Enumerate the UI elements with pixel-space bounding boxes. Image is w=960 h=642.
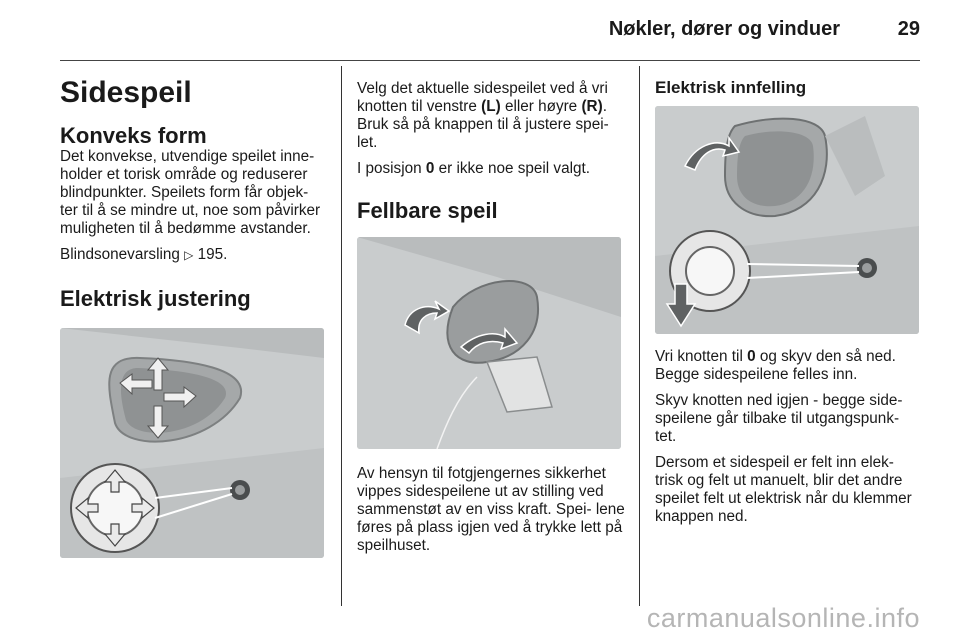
p2-text-a: I posisjon xyxy=(357,160,422,177)
select-mirror-paragraph xyxy=(357,80,625,152)
column-2 xyxy=(357,66,625,555)
position-zero-paragraph xyxy=(357,160,625,178)
blind-spot-ref-page: 195. xyxy=(197,246,228,264)
column-divider-2 xyxy=(639,66,640,606)
c3-position-zero-label: 0 xyxy=(747,348,756,365)
electric-fold-figure xyxy=(655,106,919,334)
manual-fold-paragraph: Dersom et sidespeil er felt inn elek- trisk og felt ut manuelt, blir det andre speilet felt ut elektrisk når du klemmer knappen ned. xyxy=(655,454,912,525)
p2-text-b: er ikke noe speil valgt. xyxy=(438,160,590,177)
electric-fold-heading: Elektrisk innfelling xyxy=(655,78,807,97)
blind-spot-ref-text: Blindsonevarsling xyxy=(60,246,180,264)
left-label: (L) xyxy=(481,98,501,115)
header-rule xyxy=(60,60,920,61)
column-3 xyxy=(655,66,923,526)
chapter-title: Nøkler, dører og vinduer xyxy=(608,18,840,40)
electric-adjust-figure xyxy=(60,328,324,558)
pedestrian-safety-paragraph: Av hensyn til fotgjengernes sikkerhet vippes sidespeilene ut av stilling ved sammenstøt av en viss kraft. Spei- lene føres på plass igjen ved å trykke lett på speilhuset. xyxy=(357,465,625,555)
page-number: 29 xyxy=(897,18,920,40)
p1-text-a: Velg det aktuelle sidespeilet ved å vri knotten til venstre xyxy=(357,80,608,115)
folding-mirror-figure xyxy=(357,237,621,449)
blind-spot-reference[interactable] xyxy=(60,246,324,264)
c3-p1-text-b: og skyv den så ned. Begge sidespeilene felles inn. xyxy=(655,348,896,383)
section-title: Sidespeil xyxy=(60,76,192,109)
page-ref-arrow-icon: ▷ xyxy=(184,248,194,263)
column-divider-1 xyxy=(341,66,342,606)
p1-text-c: . Bruk så på knappen til å justere spei- let. xyxy=(357,98,609,151)
electric-adjust-heading: Elektrisk justering xyxy=(60,286,251,312)
position-zero-label: 0 xyxy=(425,160,435,177)
convex-mirror-paragraph: Det konvekse, utvendige speilet inne- holder et torisk område og reduserer blindpunkter. Speilets form får objek- ter til å se mindre ut, noe som påvirker muligheten til å bedømme avstander. xyxy=(60,148,321,238)
c3-p1-text-a: Vri knotten til xyxy=(655,348,743,365)
fold-in-paragraph xyxy=(655,348,923,384)
watermark: carmanualsonline.info xyxy=(646,603,920,633)
column-1 xyxy=(60,66,324,558)
fold-out-paragraph: Skyv knotten ned igjen - begge side- speilene går tilbake til utgangspunk- tet. xyxy=(655,392,903,445)
p1-text-b: eller høyre xyxy=(504,98,578,115)
right-label: (R) xyxy=(581,98,603,115)
folding-mirror-heading: Fellbare speil xyxy=(357,198,498,223)
subsection-title: Konveks form xyxy=(60,123,207,148)
